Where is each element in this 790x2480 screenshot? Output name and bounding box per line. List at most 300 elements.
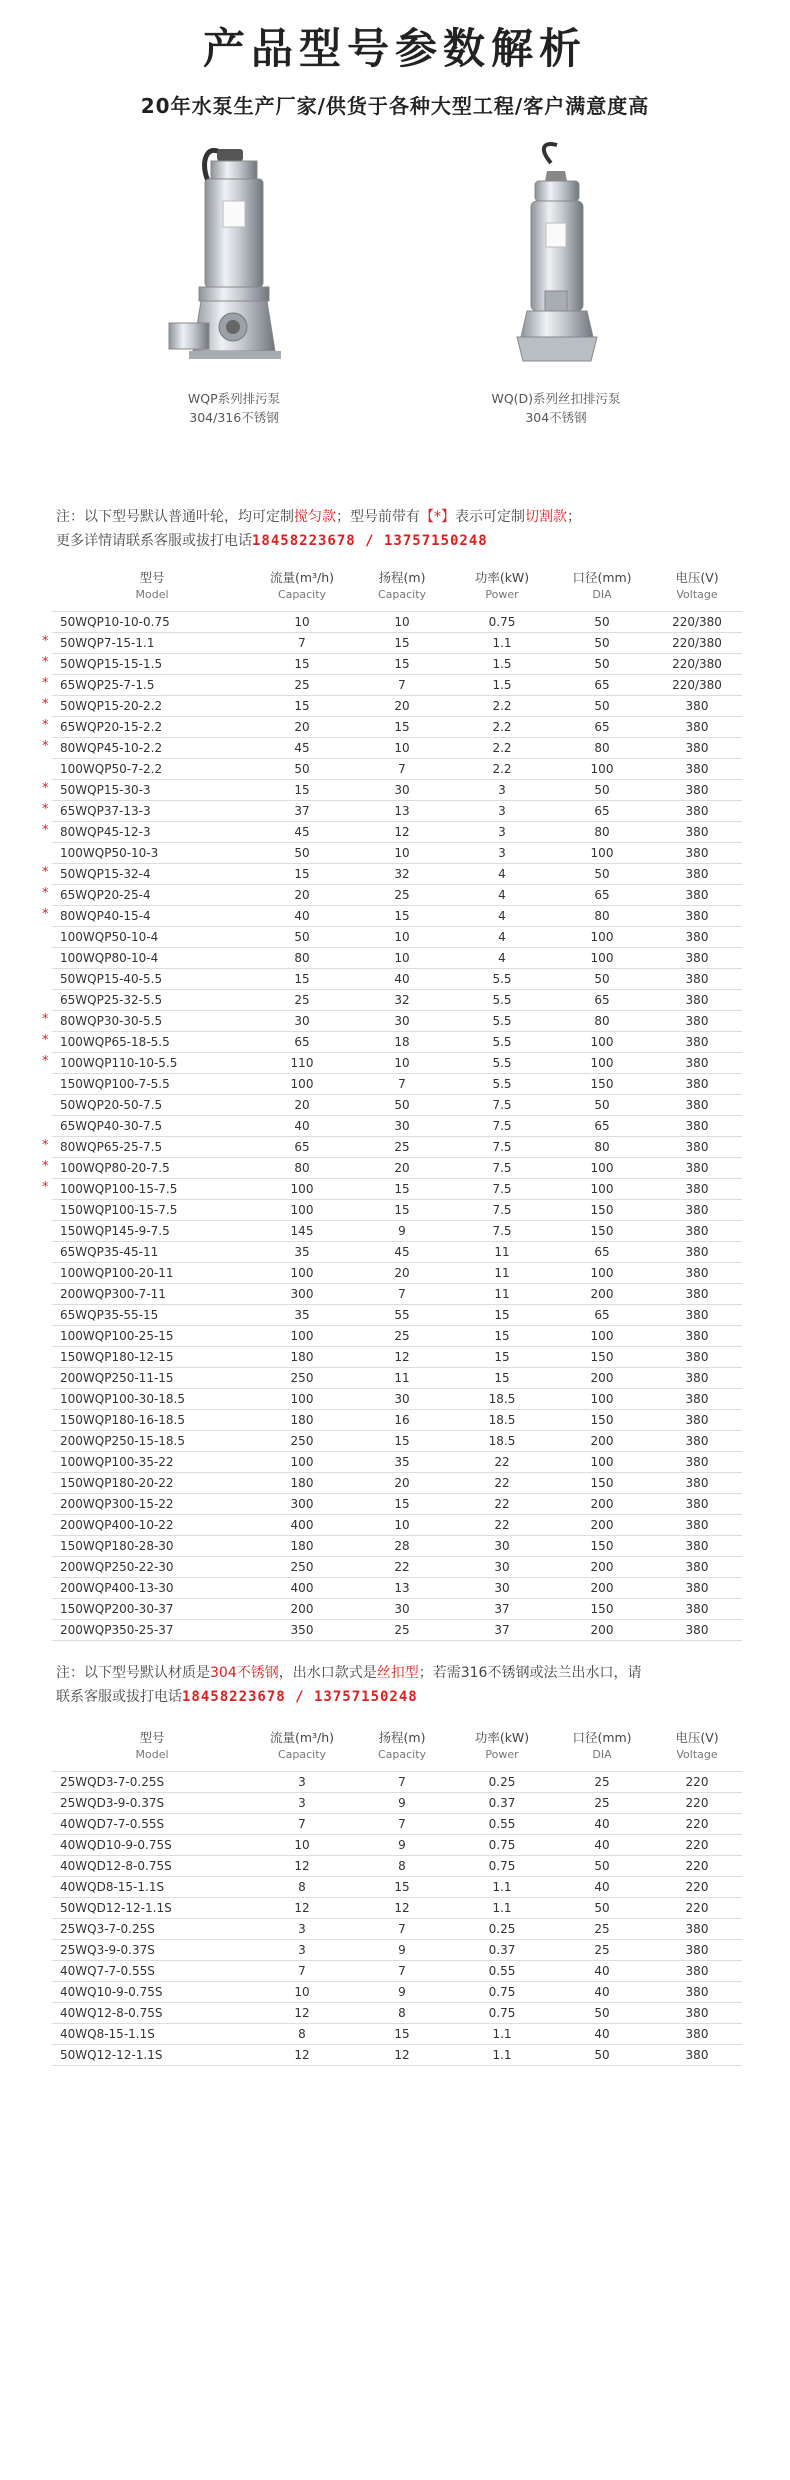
voltage-cell: 380: [652, 885, 742, 906]
flow-cell: 200: [252, 1599, 352, 1620]
table-row: [52, 717, 742, 738]
flow-cell: 15: [252, 780, 352, 801]
flow-cell: 35: [252, 1242, 352, 1263]
wqp-spec-table: [42, 563, 742, 1641]
model-cell: 100WQP100-20-11: [52, 1263, 252, 1284]
note-highlight: 【*】: [420, 509, 455, 525]
table-row: [52, 1772, 742, 1793]
custom-cut-marker: *: [42, 1159, 49, 1174]
power-cell: 5.5: [452, 1053, 552, 1074]
table-row: [52, 1856, 742, 1877]
voltage-cell: 380: [652, 2003, 742, 2024]
voltage-cell: 220: [652, 1856, 742, 1877]
power-cell: 2.2: [452, 717, 552, 738]
phone-number[interactable]: 18458223678 / 13757150248: [252, 533, 488, 549]
voltage-cell: 380: [652, 1284, 742, 1305]
custom-cut-marker: *: [42, 907, 49, 922]
model-cell: [42, 717, 252, 738]
product-wqp-material: 304/316不锈钢: [189, 410, 279, 425]
model-cell: 65WQP40-30-7.5: [52, 1116, 252, 1137]
table-row: [52, 1305, 742, 1326]
head-cell: 15: [352, 1200, 452, 1221]
dia-cell: 100: [552, 1452, 652, 1473]
dia-cell: 100: [552, 948, 652, 969]
flow-cell: 20: [252, 717, 352, 738]
dia-cell: 50: [552, 864, 652, 885]
model-cell: [42, 675, 252, 696]
flow-cell: 40: [252, 1116, 352, 1137]
voltage-cell: 380: [652, 843, 742, 864]
flow-cell: 100: [252, 1452, 352, 1473]
model-cell: [42, 633, 252, 654]
power-cell: 11: [452, 1284, 552, 1305]
power-cell: 15: [452, 1305, 552, 1326]
model-text: 50WQP15-20-2.2: [60, 699, 163, 713]
flow-cell: 7: [252, 1961, 352, 1982]
model-cell: 200WQP400-13-30: [52, 1578, 252, 1599]
flow-cell: 37: [252, 801, 352, 822]
flow-cell: 180: [252, 1410, 352, 1431]
flow-cell: 50: [252, 927, 352, 948]
flow-cell: 250: [252, 1557, 352, 1578]
power-cell: 0.25: [452, 1919, 552, 1940]
voltage-cell: 380: [652, 1032, 742, 1053]
head-cell: 10: [352, 738, 452, 759]
dia-cell: 65: [552, 990, 652, 1011]
page-subtitle: 20年水泵生产厂家/供货于各种大型工程/客户满意度高: [140, 94, 650, 118]
voltage-cell: 380: [652, 696, 742, 717]
table-row: [52, 1410, 742, 1431]
col-voltage: 电压(V) Voltage: [675, 1730, 719, 1761]
dia-cell: 40: [552, 1877, 652, 1898]
page-header: [0, 0, 790, 119]
dia-cell: 80: [552, 1011, 652, 1032]
table-row: [52, 843, 742, 864]
voltage-cell: 380: [652, 717, 742, 738]
table-row: [52, 1284, 742, 1305]
power-cell: 30: [452, 1557, 552, 1578]
head-cell: 15: [352, 1877, 452, 1898]
flow-cell: 80: [252, 1158, 352, 1179]
flow-cell: 20: [252, 1095, 352, 1116]
head-cell: 45: [352, 1242, 452, 1263]
flow-cell: 250: [252, 1431, 352, 1452]
table-row: [52, 1982, 742, 2003]
voltage-cell: 380: [652, 1137, 742, 1158]
table-row: [52, 2045, 742, 2066]
head-cell: 12: [352, 822, 452, 843]
table-row: [52, 780, 742, 801]
flow-cell: 10: [252, 612, 352, 633]
table-row: [52, 2024, 742, 2045]
note-text: 联系客服或拔打电话: [56, 1689, 182, 1705]
power-cell: 15: [452, 1347, 552, 1368]
note-wqd-line2: [56, 1685, 756, 1709]
product-wqd-name: WQ(D)系列丝扣排污泵: [491, 391, 621, 406]
power-cell: 18.5: [452, 1431, 552, 1452]
model-cell: 150WQP200-30-37: [52, 1599, 252, 1620]
head-cell: 10: [352, 927, 452, 948]
note-text: ，出水口款式是: [278, 1665, 377, 1681]
model-cell: [42, 1011, 252, 1032]
head-cell: 20: [352, 696, 452, 717]
model-cell: 50WQP20-50-7.5: [52, 1095, 252, 1116]
power-cell: 11: [452, 1242, 552, 1263]
note-highlight: 切割款: [525, 509, 567, 525]
dia-cell: 200: [552, 1284, 652, 1305]
head-cell: 9: [352, 1221, 452, 1242]
table-row: [52, 1263, 742, 1284]
note-text: 表示可定制: [455, 509, 525, 525]
dia-cell: 40: [552, 1835, 652, 1856]
flow-cell: 180: [252, 1347, 352, 1368]
power-cell: 5.5: [452, 1011, 552, 1032]
dia-cell: 65: [552, 1116, 652, 1137]
voltage-cell: 220: [652, 1814, 742, 1835]
dia-cell: 200: [552, 1368, 652, 1389]
power-cell: 22: [452, 1515, 552, 1536]
head-cell: 7: [352, 1814, 452, 1835]
product-wqd-material: 304不锈钢: [525, 410, 587, 425]
table-row: [52, 1074, 742, 1095]
flow-cell: 250: [252, 1368, 352, 1389]
power-cell: 1.1: [452, 2045, 552, 2066]
custom-cut-marker: *: [42, 739, 49, 754]
power-cell: 15: [452, 1326, 552, 1347]
flow-cell: 7: [252, 633, 352, 654]
head-cell: 10: [352, 612, 452, 633]
model-cell: 200WQP300-15-22: [52, 1494, 252, 1515]
table-row: [52, 675, 742, 696]
model-cell: 40WQD8-15-1.1S: [52, 1877, 252, 1898]
power-cell: 5.5: [452, 969, 552, 990]
table-row: [52, 906, 742, 927]
model-text: 50WQP15-15-1.5: [60, 657, 163, 671]
model-cell: 150WQP100-7-5.5: [52, 1074, 252, 1095]
flow-cell: 3: [252, 1793, 352, 1814]
voltage-cell: 380: [652, 1961, 742, 1982]
power-cell: 7.5: [452, 1137, 552, 1158]
table-row: [52, 1053, 742, 1074]
table-row: [52, 1940, 742, 1961]
model-cell: 200WQP250-22-30: [52, 1557, 252, 1578]
voltage-cell: 380: [652, 1011, 742, 1032]
model-cell: 200WQP250-15-18.5: [52, 1431, 252, 1452]
dia-cell: 50: [552, 2003, 652, 2024]
power-cell: 18.5: [452, 1410, 552, 1431]
col-power: 功率(kW) Power: [474, 1730, 530, 1761]
head-cell: 9: [352, 1940, 452, 1961]
col-head: 扬程(m) Capacity: [377, 570, 427, 601]
table-row: [52, 633, 742, 654]
power-cell: 5.5: [452, 1032, 552, 1053]
power-cell: 2.2: [452, 696, 552, 717]
power-cell: 7.5: [452, 1221, 552, 1242]
model-cell: 50WQ12-12-1.1S: [52, 2045, 252, 2066]
power-cell: 3: [452, 801, 552, 822]
table-row: [52, 1877, 742, 1898]
model-cell: [42, 1053, 252, 1074]
power-cell: 0.75: [452, 612, 552, 633]
power-cell: 22: [452, 1494, 552, 1515]
voltage-cell: 380: [652, 1158, 742, 1179]
head-cell: 20: [352, 1473, 452, 1494]
dia-cell: 65: [552, 801, 652, 822]
flow-cell: 10: [252, 1835, 352, 1856]
model-text: 65WQP37-13-3: [60, 804, 151, 818]
table-row: [52, 1032, 742, 1053]
model-cell: 40WQ12-8-0.75S: [52, 2003, 252, 2024]
custom-cut-marker: *: [42, 676, 49, 691]
head-cell: 8: [352, 2003, 452, 2024]
power-cell: 0.75: [452, 1856, 552, 1877]
note-text: ；型号前带有: [336, 509, 420, 525]
voltage-cell: 380: [652, 1263, 742, 1284]
custom-cut-marker: *: [42, 718, 49, 733]
dia-cell: 65: [552, 885, 652, 906]
col-model: 型号 Model: [135, 570, 169, 601]
flow-cell: 300: [252, 1494, 352, 1515]
power-cell: 7.5: [452, 1095, 552, 1116]
model-cell: 50WQD12-12-1.1S: [52, 1898, 252, 1919]
dia-cell: 100: [552, 1263, 652, 1284]
flow-cell: 12: [252, 1898, 352, 1919]
model-text: 80WQP65-25-7.5: [60, 1140, 163, 1154]
voltage-cell: 380: [652, 1179, 742, 1200]
power-cell: 1.5: [452, 675, 552, 696]
note-text: 更多详情请联系客服或拔打电话: [56, 533, 252, 549]
head-cell: 15: [352, 1179, 452, 1200]
custom-cut-marker: *: [42, 1180, 49, 1195]
power-cell: 2.2: [452, 738, 552, 759]
dia-cell: 50: [552, 1898, 652, 1919]
head-cell: 7: [352, 1074, 452, 1095]
note-text: 注：以下型号默认材质是: [56, 1665, 210, 1681]
model-text: 65WQP20-15-2.2: [60, 720, 163, 734]
power-cell: 3: [452, 822, 552, 843]
custom-cut-marker: *: [42, 823, 49, 838]
table-row: [52, 1536, 742, 1557]
model-cell: 40WQD12-8-0.75S: [52, 1856, 252, 1877]
dia-cell: 65: [552, 1242, 652, 1263]
head-cell: 15: [352, 2024, 452, 2045]
head-cell: 30: [352, 1011, 452, 1032]
dia-cell: 200: [552, 1578, 652, 1599]
voltage-cell: 380: [652, 1200, 742, 1221]
model-cell: [42, 1032, 252, 1053]
custom-cut-marker: *: [42, 781, 49, 796]
power-cell: 15: [452, 1368, 552, 1389]
head-cell: 32: [352, 864, 452, 885]
model-text: 80WQP45-12-3: [60, 825, 151, 839]
wqp-table-body: [42, 612, 742, 1641]
flow-cell: 40: [252, 906, 352, 927]
dia-cell: 50: [552, 633, 652, 654]
table-row: [52, 822, 742, 843]
dia-cell: 150: [552, 1200, 652, 1221]
voltage-cell: 380: [652, 1116, 742, 1137]
note-highlight: 搅匀款: [294, 509, 336, 525]
table-row: [52, 1599, 742, 1620]
voltage-cell: 220/380: [652, 612, 742, 633]
model-text: 65WQP25-7-1.5: [60, 678, 155, 692]
dia-cell: 100: [552, 1179, 652, 1200]
model-cell: 65WQP35-45-11: [52, 1242, 252, 1263]
flow-cell: 25: [252, 675, 352, 696]
voltage-cell: 380: [652, 780, 742, 801]
table-row: [52, 1919, 742, 1940]
model-cell: 200WQP350-25-37: [52, 1620, 252, 1641]
product-wqp: [104, 141, 364, 427]
voltage-cell: 380: [652, 927, 742, 948]
model-text: 100WQP65-18-5.5: [60, 1035, 170, 1049]
voltage-cell: 380: [652, 1536, 742, 1557]
model-text: 80WQP40-15-4: [60, 909, 151, 923]
voltage-cell: 380: [652, 1431, 742, 1452]
head-cell: 7: [352, 759, 452, 780]
table-row: [52, 1389, 742, 1410]
table-row: [52, 1557, 742, 1578]
head-cell: 13: [352, 1578, 452, 1599]
model-cell: 100WQP50-7-2.2: [52, 759, 252, 780]
model-cell: 40WQ8-15-1.1S: [52, 2024, 252, 2045]
table-row: [52, 1326, 742, 1347]
phone-number[interactable]: 18458223678 / 13757150248: [182, 1689, 418, 1705]
head-cell: 7: [352, 1961, 452, 1982]
table-row: [52, 1347, 742, 1368]
voltage-cell: 380: [652, 1620, 742, 1641]
flow-cell: 180: [252, 1473, 352, 1494]
wqd-spec-table: [52, 1723, 742, 2066]
note-highlight: 304不锈钢: [210, 1665, 279, 1681]
voltage-cell: 380: [652, 864, 742, 885]
table-row: [52, 969, 742, 990]
power-cell: 22: [452, 1473, 552, 1494]
head-cell: 18: [352, 1032, 452, 1053]
power-cell: 4: [452, 927, 552, 948]
model-cell: 150WQP100-15-7.5: [52, 1200, 252, 1221]
table-row: [52, 1452, 742, 1473]
power-cell: 5.5: [452, 990, 552, 1011]
custom-cut-marker: *: [42, 1012, 49, 1027]
dia-cell: 50: [552, 780, 652, 801]
col-model: 型号 Model: [135, 1730, 169, 1761]
table-row: [52, 1368, 742, 1389]
dia-cell: 100: [552, 1053, 652, 1074]
power-cell: 7.5: [452, 1158, 552, 1179]
flow-cell: 100: [252, 1179, 352, 1200]
col-dia: 口径(mm) DIA: [572, 1730, 632, 1761]
voltage-cell: 380: [652, 1074, 742, 1095]
dia-cell: 150: [552, 1347, 652, 1368]
model-cell: 25WQ3-7-0.25S: [52, 1919, 252, 1940]
voltage-cell: 380: [652, 1389, 742, 1410]
power-cell: 0.55: [452, 1961, 552, 1982]
flow-cell: 12: [252, 2045, 352, 2066]
model-cell: 150WQP180-16-18.5: [52, 1410, 252, 1431]
table-header: [52, 563, 742, 612]
voltage-cell: 220: [652, 1898, 742, 1919]
flow-cell: 100: [252, 1389, 352, 1410]
model-cell: 200WQP300-7-11: [52, 1284, 252, 1305]
note-wqd: [56, 1661, 756, 1709]
dia-cell: 40: [552, 1814, 652, 1835]
flow-cell: 50: [252, 759, 352, 780]
voltage-cell: 380: [652, 948, 742, 969]
head-cell: 13: [352, 801, 452, 822]
dia-cell: 40: [552, 1961, 652, 1982]
model-cell: 65WQP25-32-5.5: [52, 990, 252, 1011]
head-cell: 7: [352, 1772, 452, 1793]
voltage-cell: 380: [652, 759, 742, 780]
model-text: 80WQP45-10-2.2: [60, 741, 163, 755]
voltage-cell: 380: [652, 906, 742, 927]
wqd-pump-image: [481, 141, 631, 381]
flow-cell: 100: [252, 1074, 352, 1095]
head-cell: 32: [352, 990, 452, 1011]
head-cell: 10: [352, 1053, 452, 1074]
dia-cell: 100: [552, 1158, 652, 1179]
col-voltage: 电压(V) Voltage: [675, 570, 719, 601]
flow-cell: 15: [252, 696, 352, 717]
voltage-cell: 380: [652, 822, 742, 843]
dia-cell: 150: [552, 1221, 652, 1242]
table-row: [52, 1578, 742, 1599]
power-cell: 0.55: [452, 1814, 552, 1835]
table-row: [52, 1961, 742, 1982]
custom-cut-marker: *: [42, 634, 49, 649]
table-row: [52, 738, 742, 759]
table-row: [52, 1242, 742, 1263]
flow-cell: 145: [252, 1221, 352, 1242]
wqd-table-body: [52, 1772, 742, 2066]
col-head: 扬程(m) Capacity: [377, 1730, 427, 1761]
flow-cell: 400: [252, 1515, 352, 1536]
power-cell: 30: [452, 1578, 552, 1599]
dia-cell: 200: [552, 1431, 652, 1452]
head-cell: 15: [352, 1431, 452, 1452]
power-cell: 22: [452, 1452, 552, 1473]
table-row: [52, 1179, 742, 1200]
head-cell: 30: [352, 1389, 452, 1410]
model-text: 50WQP7-15-1.1: [60, 636, 155, 650]
col-dia: 口径(mm) DIA: [572, 570, 632, 601]
head-cell: 30: [352, 1116, 452, 1137]
power-cell: 1.1: [452, 1898, 552, 1919]
voltage-cell: 380: [652, 1347, 742, 1368]
dia-cell: 200: [552, 1494, 652, 1515]
head-cell: 30: [352, 780, 452, 801]
model-cell: 40WQD10-9-0.75S: [52, 1835, 252, 1856]
model-text: 100WQP100-15-7.5: [60, 1182, 178, 1196]
model-cell: 100WQP80-10-4: [52, 948, 252, 969]
voltage-cell: 380: [652, 1410, 742, 1431]
table-row: [52, 927, 742, 948]
power-cell: 7.5: [452, 1179, 552, 1200]
flow-cell: 100: [252, 1200, 352, 1221]
dia-cell: 150: [552, 1599, 652, 1620]
model-cell: [42, 696, 252, 717]
power-cell: 1.1: [452, 633, 552, 654]
head-cell: 22: [352, 1557, 452, 1578]
dia-cell: 65: [552, 717, 652, 738]
head-cell: 12: [352, 2045, 452, 2066]
model-text: 100WQP110-10-5.5: [60, 1056, 178, 1070]
dia-cell: 40: [552, 1982, 652, 2003]
flow-cell: 3: [252, 1919, 352, 1940]
model-cell: [42, 864, 252, 885]
head-cell: 55: [352, 1305, 452, 1326]
